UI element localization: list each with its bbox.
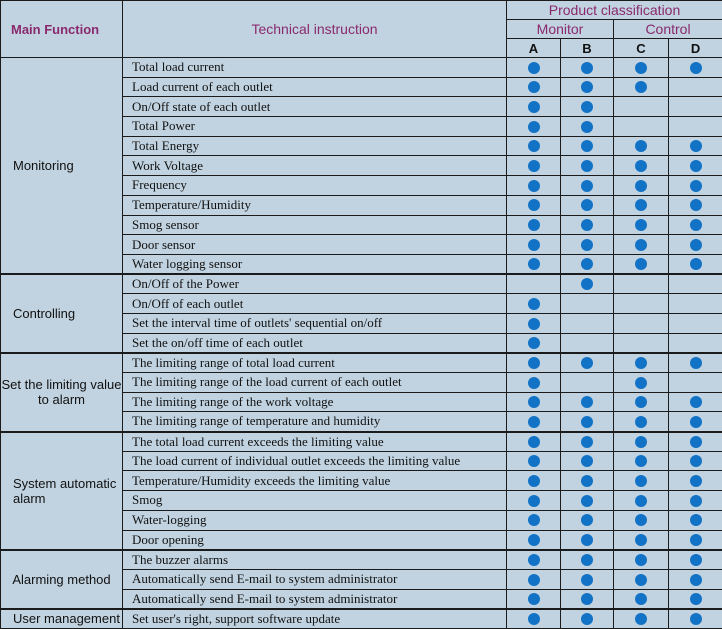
support-dot-icon — [690, 534, 702, 546]
support-cell-a — [507, 609, 561, 629]
support-cell-a — [507, 235, 561, 255]
group-label-controlling: Controlling — [1, 274, 123, 353]
support-cell-b — [561, 58, 614, 78]
support-cell-d — [669, 235, 722, 255]
support-cell-b — [561, 589, 614, 609]
support-cell-a — [507, 254, 561, 274]
feature-description: Smog sensor — [123, 215, 507, 235]
support-cell-d — [669, 550, 722, 570]
support-cell-a — [507, 353, 561, 373]
support-cell-d — [669, 589, 722, 609]
support-dot-icon — [528, 298, 540, 310]
support-cell-a — [507, 510, 561, 530]
support-dot-icon — [690, 416, 702, 428]
support-cell-a — [507, 471, 561, 491]
support-cell-d — [669, 254, 722, 274]
support-cell-c — [614, 530, 669, 550]
support-cell-d — [669, 451, 722, 471]
support-cell-c — [614, 451, 669, 471]
support-dot-icon — [581, 574, 593, 586]
support-dot-icon — [528, 219, 540, 231]
table-row — [1, 609, 722, 629]
support-cell-b — [561, 235, 614, 255]
support-cell-d — [669, 432, 722, 452]
support-dot-icon — [528, 101, 540, 113]
support-dot-icon — [690, 495, 702, 507]
support-cell-d — [669, 215, 722, 235]
feature-description: The limiting range of the work voltage — [123, 392, 507, 412]
support-dot-icon — [635, 180, 647, 192]
feature-description: The total load current exceeds the limiting value — [123, 432, 507, 452]
support-cell-b — [561, 176, 614, 196]
support-cell-b — [561, 569, 614, 589]
support-cell-b — [561, 97, 614, 117]
support-dot-icon — [690, 357, 702, 369]
support-dot-icon — [581, 534, 593, 546]
support-cell-d — [669, 156, 722, 176]
support-dot-icon — [690, 160, 702, 172]
group-label-user-management: User management — [1, 609, 123, 629]
support-dot-icon — [635, 160, 647, 172]
support-dot-icon — [581, 258, 593, 270]
support-cell-a — [507, 77, 561, 97]
support-cell-a — [507, 176, 561, 196]
support-cell-c — [614, 609, 669, 629]
support-cell-c — [614, 333, 669, 353]
feature-description: Set the interval time of outlets' sequential on/off — [123, 313, 507, 333]
support-cell-d — [669, 97, 722, 117]
feature-description: On/Off of the Power — [123, 274, 507, 294]
support-dot-icon — [690, 180, 702, 192]
support-cell-a — [507, 451, 561, 471]
support-dot-icon — [690, 140, 702, 152]
column-header-a: A — [507, 39, 561, 58]
support-cell-a — [507, 373, 561, 393]
support-dot-icon — [581, 514, 593, 526]
support-cell-a — [507, 215, 561, 235]
technical-instruction-header: Technical instruction — [123, 1, 507, 58]
support-dot-icon — [635, 62, 647, 74]
support-dot-icon — [635, 534, 647, 546]
support-dot-icon — [581, 121, 593, 133]
support-cell-b — [561, 353, 614, 373]
column-header-d: D — [669, 39, 722, 58]
support-cell-a — [507, 589, 561, 609]
support-cell-b — [561, 530, 614, 550]
support-cell-a — [507, 117, 561, 137]
table-row — [1, 274, 722, 294]
group-label-monitoring: Monitoring — [1, 58, 123, 275]
group-label-system-automatic-alarm: System automatic alarm — [1, 432, 123, 550]
support-dot-icon — [528, 121, 540, 133]
support-cell-a — [507, 156, 561, 176]
support-cell-c — [614, 510, 669, 530]
support-dot-icon — [528, 160, 540, 172]
support-dot-icon — [528, 81, 540, 93]
support-dot-icon — [635, 357, 647, 369]
support-cell-a — [507, 412, 561, 432]
support-dot-icon — [581, 101, 593, 113]
support-dot-icon — [528, 396, 540, 408]
support-cell-b — [561, 373, 614, 393]
support-cell-c — [614, 491, 669, 511]
feature-description: Door sensor — [123, 235, 507, 255]
support-dot-icon — [528, 554, 540, 566]
support-cell-a — [507, 530, 561, 550]
support-cell-c — [614, 432, 669, 452]
support-cell-b — [561, 294, 614, 314]
support-cell-c — [614, 550, 669, 570]
support-dot-icon — [581, 554, 593, 566]
support-cell-b — [561, 550, 614, 570]
support-cell-c — [614, 392, 669, 412]
support-cell-d — [669, 313, 722, 333]
feature-description: The buzzer alarms — [123, 550, 507, 570]
support-dot-icon — [690, 219, 702, 231]
table-body — [1, 58, 722, 629]
support-cell-b — [561, 510, 614, 530]
support-cell-d — [669, 77, 722, 97]
support-dot-icon — [690, 593, 702, 605]
support-dot-icon — [581, 495, 593, 507]
support-dot-icon — [581, 396, 593, 408]
support-cell-d — [669, 333, 722, 353]
support-dot-icon — [635, 377, 647, 389]
support-dot-icon — [581, 593, 593, 605]
support-dot-icon — [581, 416, 593, 428]
support-cell-c — [614, 156, 669, 176]
group-label-set-limiting-value: Set the limiting value to alarm — [1, 353, 123, 432]
support-dot-icon — [635, 416, 647, 428]
support-dot-icon — [528, 495, 540, 507]
support-dot-icon — [528, 337, 540, 349]
support-cell-d — [669, 117, 722, 137]
support-dot-icon — [581, 199, 593, 211]
support-dot-icon — [635, 239, 647, 251]
feature-description: Set user's right, support software update — [123, 609, 507, 629]
support-dot-icon — [635, 554, 647, 566]
support-dot-icon — [581, 180, 593, 192]
support-dot-icon — [635, 140, 647, 152]
support-dot-icon — [581, 475, 593, 487]
feature-description: Total Power — [123, 117, 507, 137]
support-cell-d — [669, 530, 722, 550]
support-cell-c — [614, 471, 669, 491]
support-dot-icon — [581, 81, 593, 93]
support-dot-icon — [581, 455, 593, 467]
support-cell-a — [507, 432, 561, 452]
support-cell-d — [669, 176, 722, 196]
support-dot-icon — [581, 357, 593, 369]
support-cell-b — [561, 254, 614, 274]
support-cell-d — [669, 136, 722, 156]
support-dot-icon — [528, 475, 540, 487]
support-dot-icon — [635, 574, 647, 586]
product-classification-header: Product classification — [507, 1, 722, 20]
support-cell-a — [507, 569, 561, 589]
support-dot-icon — [690, 436, 702, 448]
support-dot-icon — [581, 62, 593, 74]
support-dot-icon — [635, 81, 647, 93]
table-row — [1, 432, 722, 452]
support-cell-d — [669, 373, 722, 393]
monitor-header: Monitor — [507, 20, 614, 39]
support-dot-icon — [581, 219, 593, 231]
support-cell-b — [561, 491, 614, 511]
support-cell-c — [614, 117, 669, 137]
support-dot-icon — [690, 239, 702, 251]
support-cell-b — [561, 609, 614, 629]
support-cell-c — [614, 235, 669, 255]
support-cell-a — [507, 274, 561, 294]
support-dot-icon — [528, 593, 540, 605]
support-dot-icon — [690, 62, 702, 74]
group-label-alarming-method: Alarming method — [1, 550, 123, 609]
support-dot-icon — [635, 436, 647, 448]
feature-description: Total Energy — [123, 136, 507, 156]
support-cell-a — [507, 58, 561, 78]
feature-description: Total load current — [123, 58, 507, 78]
support-cell-d — [669, 58, 722, 78]
support-dot-icon — [581, 140, 593, 152]
support-dot-icon — [635, 199, 647, 211]
support-cell-d — [669, 471, 722, 491]
main-function-header: Main Function — [1, 1, 123, 58]
table-row — [1, 58, 722, 78]
feature-description: Automatically send E-mail to system administrator — [123, 569, 507, 589]
support-dot-icon — [581, 278, 593, 290]
control-header: Control — [614, 20, 722, 39]
support-dot-icon — [690, 396, 702, 408]
support-dot-icon — [690, 258, 702, 270]
support-cell-c — [614, 294, 669, 314]
table-row — [1, 353, 722, 373]
support-cell-c — [614, 58, 669, 78]
support-cell-b — [561, 215, 614, 235]
support-cell-a — [507, 550, 561, 570]
support-cell-a — [507, 294, 561, 314]
support-cell-d — [669, 294, 722, 314]
feature-description: On/Off of each outlet — [123, 294, 507, 314]
feature-description: Temperature/Humidity exceeds the limiting value — [123, 471, 507, 491]
support-cell-a — [507, 136, 561, 156]
support-cell-c — [614, 569, 669, 589]
support-cell-a — [507, 392, 561, 412]
support-dot-icon — [635, 219, 647, 231]
support-cell-d — [669, 491, 722, 511]
support-cell-c — [614, 97, 669, 117]
support-cell-d — [669, 392, 722, 412]
support-dot-icon — [690, 613, 702, 625]
support-dot-icon — [635, 258, 647, 270]
support-cell-d — [669, 353, 722, 373]
support-dot-icon — [581, 613, 593, 625]
support-cell-c — [614, 373, 669, 393]
support-cell-b — [561, 136, 614, 156]
support-cell-b — [561, 195, 614, 215]
support-cell-c — [614, 136, 669, 156]
feature-description: Temperature/Humidity — [123, 195, 507, 215]
support-dot-icon — [635, 514, 647, 526]
feature-description: Set the on/off time of each outlet — [123, 333, 507, 353]
support-dot-icon — [581, 239, 593, 251]
support-dot-icon — [528, 613, 540, 625]
support-dot-icon — [528, 258, 540, 270]
support-dot-icon — [528, 62, 540, 74]
feature-description: Work Voltage — [123, 156, 507, 176]
support-cell-b — [561, 412, 614, 432]
support-dot-icon — [690, 475, 702, 487]
support-dot-icon — [690, 455, 702, 467]
support-cell-d — [669, 510, 722, 530]
feature-description: On/Off state of each outlet — [123, 97, 507, 117]
support-dot-icon — [528, 318, 540, 330]
support-cell-d — [669, 609, 722, 629]
support-cell-b — [561, 471, 614, 491]
feature-description: Door opening — [123, 530, 507, 550]
support-cell-c — [614, 589, 669, 609]
feature-description: Water-logging — [123, 510, 507, 530]
support-cell-b — [561, 333, 614, 353]
support-cell-d — [669, 412, 722, 432]
support-cell-c — [614, 313, 669, 333]
support-cell-d — [669, 569, 722, 589]
feature-description: Frequency — [123, 176, 507, 196]
support-dot-icon — [690, 514, 702, 526]
feature-description: The limiting range of total load current — [123, 353, 507, 373]
support-cell-d — [669, 274, 722, 294]
support-cell-b — [561, 274, 614, 294]
support-cell-c — [614, 353, 669, 373]
support-dot-icon — [528, 534, 540, 546]
support-dot-icon — [635, 396, 647, 408]
support-cell-a — [507, 195, 561, 215]
feature-description: Load current of each outlet — [123, 77, 507, 97]
support-cell-b — [561, 313, 614, 333]
support-cell-c — [614, 176, 669, 196]
support-dot-icon — [528, 416, 540, 428]
support-cell-c — [614, 215, 669, 235]
support-dot-icon — [690, 199, 702, 211]
support-cell-b — [561, 392, 614, 412]
column-header-c: C — [614, 39, 669, 58]
feature-description: Smog — [123, 491, 507, 511]
support-cell-c — [614, 195, 669, 215]
support-cell-d — [669, 195, 722, 215]
support-dot-icon — [528, 514, 540, 526]
support-cell-b — [561, 156, 614, 176]
support-dot-icon — [635, 593, 647, 605]
table-row — [1, 550, 722, 570]
support-dot-icon — [528, 357, 540, 369]
support-cell-b — [561, 77, 614, 97]
support-dot-icon — [528, 199, 540, 211]
column-header-b: B — [561, 39, 614, 58]
support-cell-a — [507, 97, 561, 117]
support-dot-icon — [690, 574, 702, 586]
support-dot-icon — [528, 180, 540, 192]
support-cell-c — [614, 412, 669, 432]
support-dot-icon — [635, 495, 647, 507]
support-cell-c — [614, 274, 669, 294]
support-dot-icon — [635, 475, 647, 487]
support-dot-icon — [581, 436, 593, 448]
support-dot-icon — [635, 455, 647, 467]
support-cell-a — [507, 491, 561, 511]
support-dot-icon — [690, 554, 702, 566]
support-dot-icon — [581, 160, 593, 172]
feature-description: Water logging sensor — [123, 254, 507, 274]
support-cell-c — [614, 254, 669, 274]
support-dot-icon — [528, 574, 540, 586]
support-cell-c — [614, 77, 669, 97]
feature-description: The limiting range of the load current of each outlet — [123, 373, 507, 393]
support-cell-b — [561, 451, 614, 471]
support-dot-icon — [528, 140, 540, 152]
support-dot-icon — [528, 455, 540, 467]
support-dot-icon — [635, 613, 647, 625]
support-cell-a — [507, 333, 561, 353]
feature-description: Automatically send E-mail to system administrator — [123, 589, 507, 609]
support-cell-b — [561, 432, 614, 452]
support-dot-icon — [528, 239, 540, 251]
support-dot-icon — [528, 377, 540, 389]
support-cell-a — [507, 313, 561, 333]
support-dot-icon — [528, 436, 540, 448]
support-cell-b — [561, 117, 614, 137]
feature-description: The load current of individual outlet exceeds the limiting value — [123, 451, 507, 471]
feature-description: The limiting range of temperature and humidity — [123, 412, 507, 432]
